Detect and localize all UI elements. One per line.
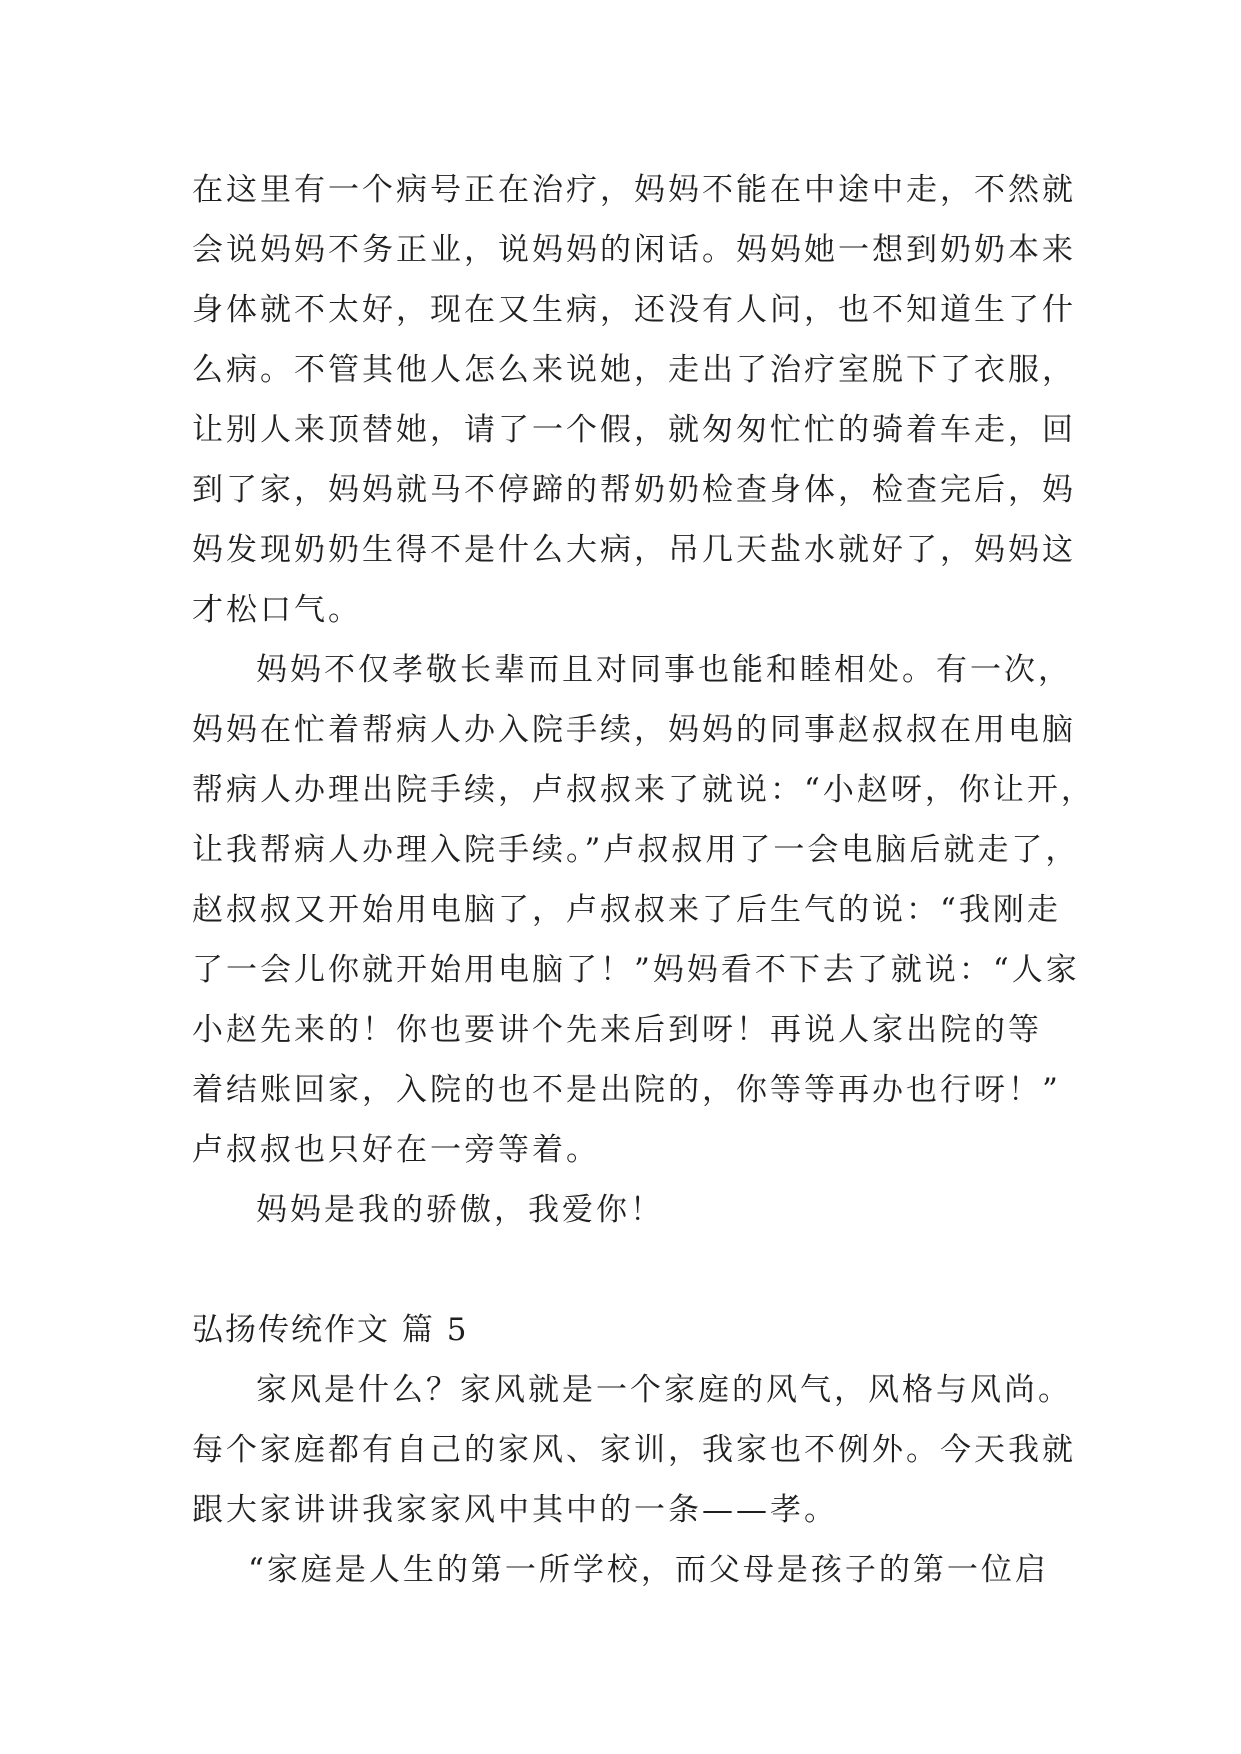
text-line: 让别人来顶替她，请了一个假，就匆匆忙忙的骑着车走，回 — [192, 412, 1076, 448]
text-line: 跟大家讲讲我家家风中其中的一条——孝。 — [192, 1492, 838, 1528]
text-line: 让我帮病人办理入院手续。”卢叔叔用了一会电脑后就走了， — [192, 832, 1080, 868]
paragraph — [192, 1180, 1072, 1240]
text-line: 么病。不管其他人怎么来说她，走出了治疗室脱下了衣服， — [192, 352, 1076, 388]
text-line: 才松口气。 — [192, 592, 362, 628]
text-line: 妈妈是我的骄傲，我爱你！ — [256, 1192, 664, 1228]
paragraph — [192, 1360, 1076, 1540]
section-spacer — [192, 1240, 1072, 1300]
text-line: 妈发现奶奶生得不是什么大病，吊几天盐水就好了，妈妈这 — [192, 532, 1076, 568]
text-line: 每个家庭都有自己的家风、家训，我家也不例外。今天我就 — [192, 1432, 1076, 1468]
section-title: 弘扬传统作文 篇 5 — [192, 1312, 469, 1348]
text-line: 家风是什么？家风就是一个家庭的风气，风格与风尚。 — [256, 1372, 1072, 1408]
text-line: 妈妈不仅孝敬长辈而且对同事也能和睦相处。有一次， — [256, 652, 1072, 688]
paragraph — [192, 640, 1095, 1180]
text-line: 身体就不太好，现在又生病，还没有人问，也不知道生了什 — [192, 292, 1076, 328]
document-body — [192, 160, 1095, 1600]
text-line: 卢叔叔也只好在一旁等着。 — [192, 1132, 600, 1168]
paragraph — [192, 160, 1076, 640]
text-line: 赵叔叔又开始用电脑了，卢叔叔来了后生气的说：“我刚走 — [192, 892, 1061, 928]
text-line: 到了家，妈妈就马不停蹄的帮奶奶检查身体，检查完后，妈 — [192, 472, 1076, 508]
text-line: 小赵先来的！你也要讲个先来后到呀！再说人家出院的等 — [192, 1012, 1042, 1048]
text-line: 帮病人办理出院手续，卢叔叔来了就说：“小赵呀，你让开， — [192, 772, 1095, 808]
text-line: 妈妈在忙着帮病人办入院手续，妈妈的同事赵叔叔在用电脑 — [192, 712, 1076, 748]
text-line: 着结账回家，入院的也不是出院的，你等等再办也行呀！” — [192, 1072, 1061, 1108]
text-line: 会说妈妈不务正业，说妈妈的闲话。妈妈她一想到奶奶本来 — [192, 232, 1076, 268]
text-line: 了一会儿你就开始用电脑了！”妈妈看不下去了就说：“人家 — [192, 952, 1080, 988]
text-line: 在这里有一个病号正在治疗，妈妈不能在中途中走，不然就 — [192, 172, 1076, 208]
paragraph — [192, 1540, 1072, 1600]
text-line: “家庭是人生的第一所学校，而父母是孩子的第一位启 — [248, 1552, 1049, 1588]
